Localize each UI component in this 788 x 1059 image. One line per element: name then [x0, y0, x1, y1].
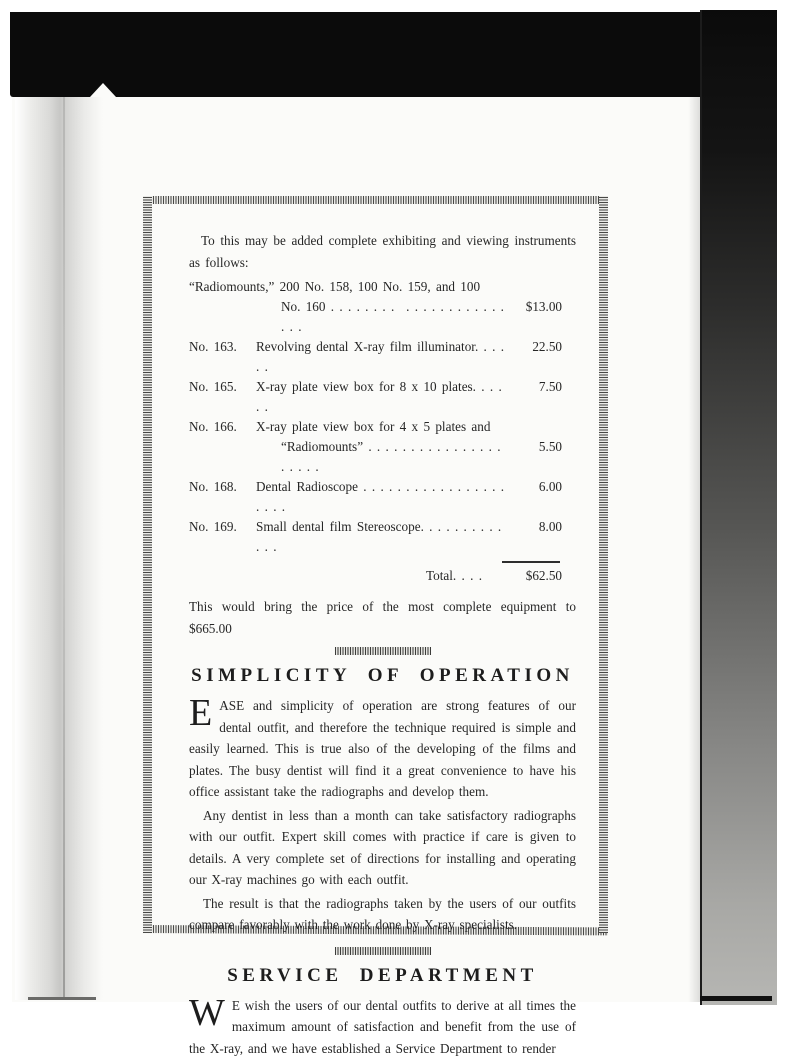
item-description: “Radiomounts,” 200 No. 158, 100 No. 159, and 100	[189, 279, 480, 294]
book-edge-shadow	[700, 10, 777, 1005]
paragraph	[189, 695, 576, 803]
item-price: $13.00	[506, 297, 562, 337]
section-divider-ornament	[335, 647, 431, 655]
page-content	[152, 204, 599, 925]
item-price: 6.00	[506, 477, 562, 517]
price-list-row	[189, 477, 576, 517]
paragraph: Any dentist in less than a month can take satisfactory radiographs with our outfit. Expert skill comes with practice if care is given to details. A very complete set of directions for installing and operating our X-ray machines go with each outfit.	[189, 805, 576, 891]
price-list-row	[189, 377, 576, 417]
frame-border-top	[143, 196, 608, 204]
item-number: No. 165.	[189, 377, 247, 417]
price-note: This would bring the price of the most complete equipment to $665.00	[189, 596, 576, 639]
spine-top-fold	[90, 83, 116, 97]
item-price: 7.50	[506, 377, 562, 417]
paragraph-text: E wish the users of our dental outfits to derive at all times the maximum amount of satisfaction and benefit from the use of the X-ray, and we have established a Service Department to render	[189, 998, 576, 1056]
item-price	[506, 417, 562, 437]
item-number: No. 163.	[189, 337, 247, 377]
scan-black-band	[10, 12, 772, 97]
price-list-row	[189, 417, 576, 437]
decorative-border-frame	[143, 196, 608, 933]
item-price: 8.00	[506, 517, 562, 557]
paragraph	[189, 995, 576, 1059]
item-description: X-ray plate view box for 4 x 5 plates and	[256, 417, 506, 437]
frame-border-left	[143, 196, 152, 933]
total-row	[189, 566, 576, 586]
item-number: No. 166.	[189, 417, 247, 437]
intro-paragraph: To this may be added complete exhibiting and viewing instruments as follows:	[189, 230, 576, 273]
item-price: 22.50	[506, 337, 562, 377]
book-spine-gutter	[15, 97, 103, 1000]
item-number: No. 169.	[189, 517, 247, 557]
section-heading-simplicity: SIMPLICITY OF OPERATION	[189, 664, 576, 688]
item-number	[189, 437, 247, 477]
total-label: Total. . . .	[426, 566, 482, 586]
total-rule	[502, 561, 560, 563]
price-list-row	[189, 337, 576, 377]
item-price: 5.50	[506, 437, 562, 477]
price-list-row	[189, 437, 576, 477]
price-list-row	[281, 297, 576, 337]
paragraph: The result is that the radiographs taken by the users of our outfits compare favorably with the work done by X-ray specialists.	[189, 893, 576, 936]
item-number: No. 168.	[189, 477, 247, 517]
drop-cap: W	[189, 995, 232, 1028]
item-description: “Radiomounts” . . . . . . . . . . . . . . . . . . . . .	[256, 437, 506, 477]
frame-border-right	[599, 196, 608, 933]
price-list	[189, 277, 576, 557]
item-description: No. 160 . . . . . . . . . . . . . . . . . . . . . . .	[281, 297, 506, 337]
price-list-row	[189, 277, 576, 297]
price-list-row	[189, 517, 576, 557]
item-description: Small dental film Stereoscope. . . . . . . . . . . . .	[256, 517, 506, 557]
section-divider-ornament	[335, 947, 431, 955]
item-description: X-ray plate view box for 8 x 10 plates. . . . . .	[256, 377, 506, 417]
section-heading-service: SERVICE DEPARTMENT	[189, 964, 576, 988]
paragraph-text: ASE and simplicity of operation are strong features of our dental outfit, and therefore the technique required is simple and easily learned. This is true also of the developing of the films and plates. The busy dentist will find it a great convenience to have his office assistant take the radiographs and develop them.	[189, 698, 576, 799]
total-value: $62.50	[506, 566, 562, 586]
item-description: Dental Radioscope . . . . . . . . . . . . . . . . . . . . .	[256, 477, 506, 517]
drop-cap: E	[189, 695, 219, 728]
item-description: Revolving dental X-ray film illuminator. . . . . .	[256, 337, 506, 377]
